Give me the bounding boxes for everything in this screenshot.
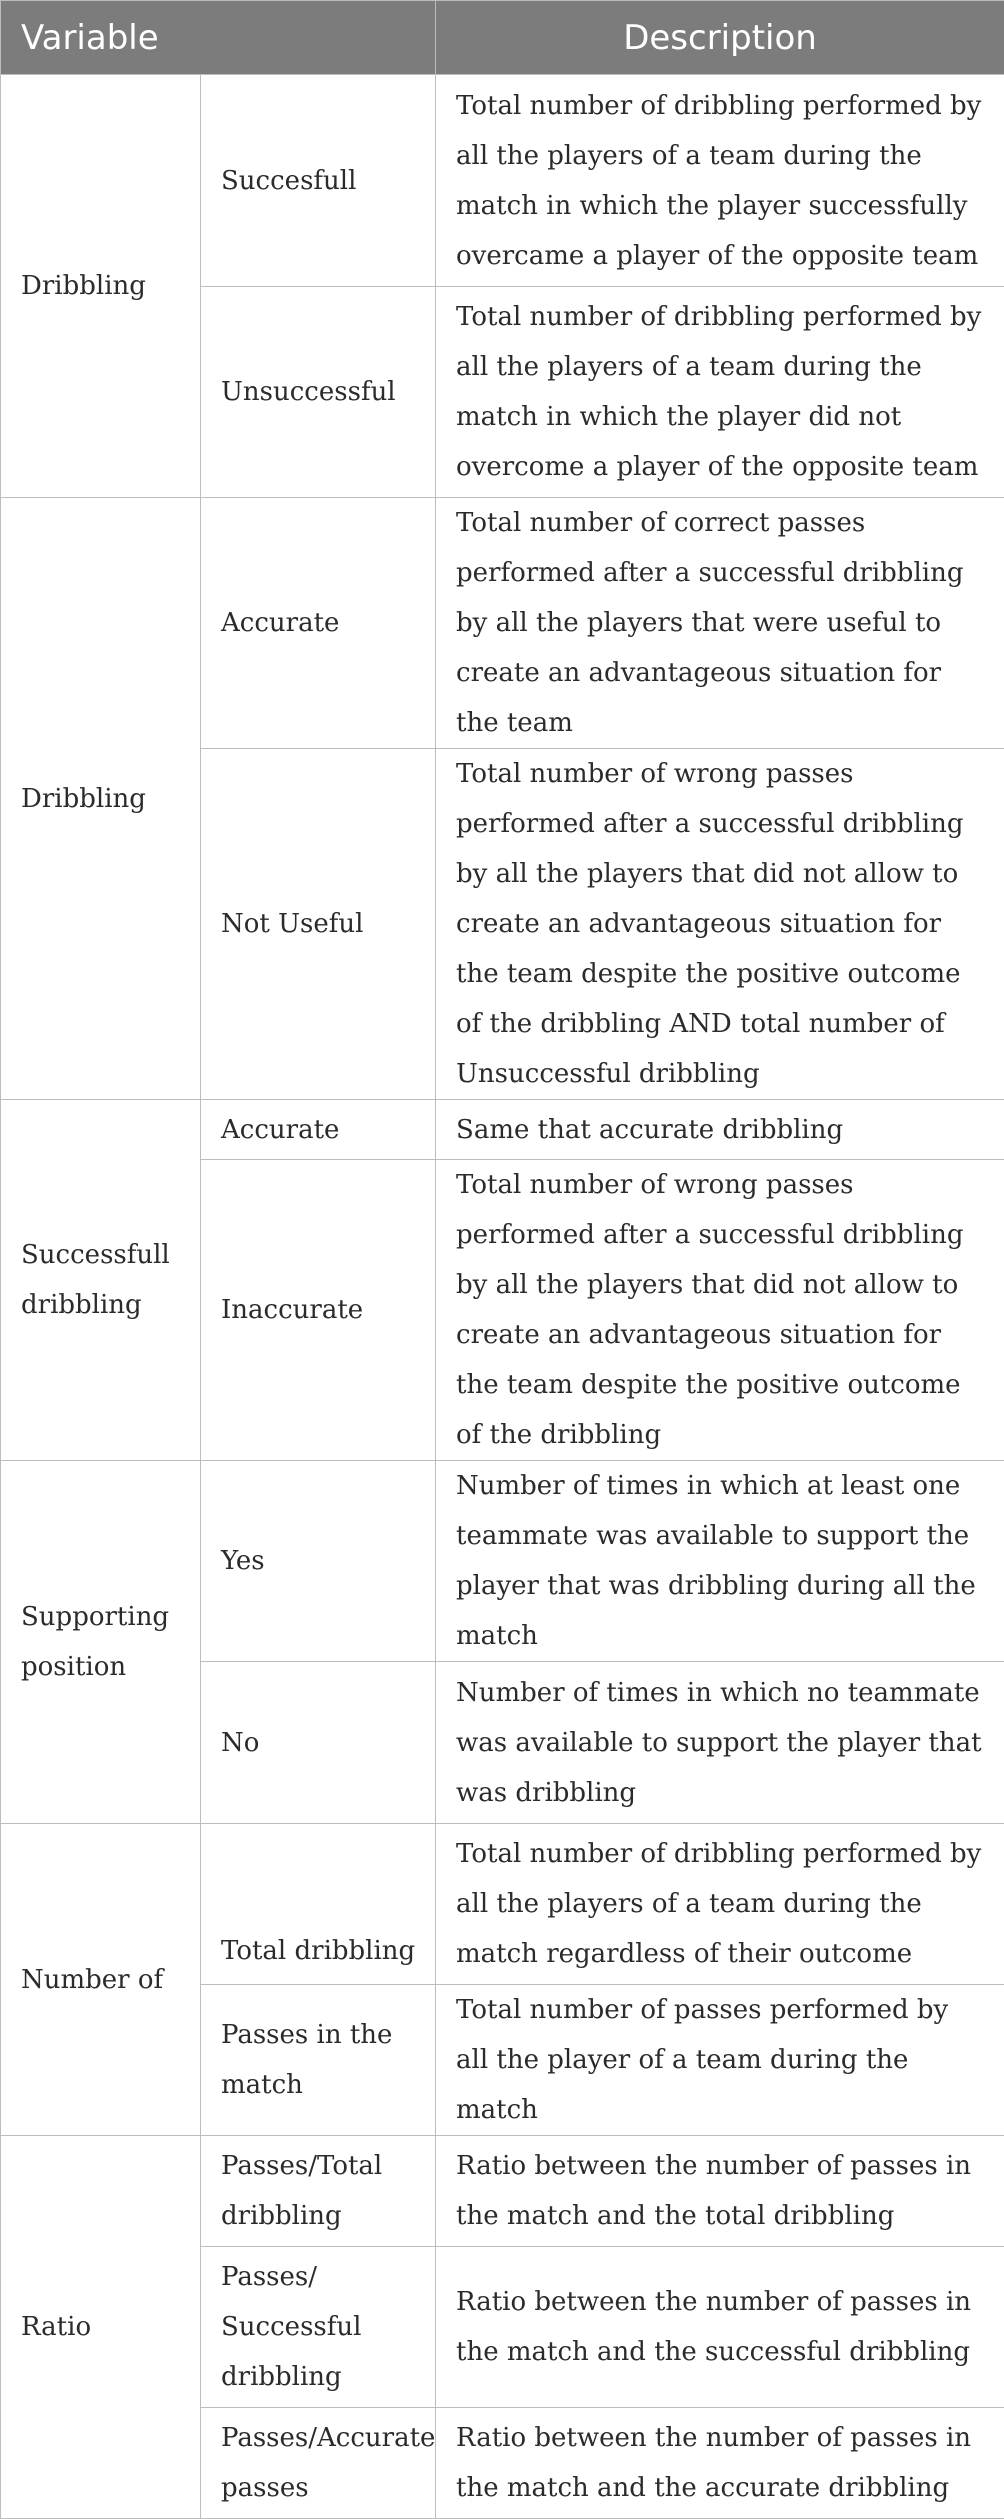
subcategory-cell: Inaccurate (201, 1160, 436, 1461)
subcategory-cell: Not Useful (201, 749, 436, 1100)
table-row (1, 2136, 1004, 2247)
variable-cell: Dribbling (1, 498, 201, 1100)
subcategory-cell: Passes/Accurate passes (201, 2408, 436, 2519)
variable-cell: Dribbling (1, 75, 201, 498)
subcategory-cell: Passes in the match (201, 1985, 436, 2136)
description-cell: Number of times in which no teammate was available to support the player that was dribbling (436, 1662, 1004, 1824)
description-cell: Total number of dribbling performed by all the players of a team during the match regardless of their outcome (436, 1824, 1004, 1985)
table-row (1, 1100, 1004, 1160)
table-row (1, 1461, 1004, 1662)
subcategory-cell: No (201, 1662, 436, 1824)
table-row (1, 75, 1004, 287)
description-cell: Total number of wrong passes performed after a successful dribbling by all the players that did not allow to create an advantageous situation for the team despite the positive outcome of the dribbling (436, 1160, 1004, 1461)
description-cell: Ratio between the number of passes in the match and the total dribbling (436, 2136, 1004, 2247)
variable-cell: Ratio (1, 2136, 201, 2519)
description-cell: Total number of wrong passes performed after a successful dribbling by all the players that did not allow to create an advantageous situation for the team despite the positive outcome of the dribbling AND total number of Unsuccessful dribbling (436, 749, 1004, 1100)
description-cell: Ratio between the number of passes in the match and the accurate dribbling (436, 2408, 1004, 2519)
subcategory-cell: Succesfull (201, 75, 436, 287)
table-row (1, 498, 1004, 749)
description-cell: Total number of passes performed by all the player of a team during the match (436, 1985, 1004, 2136)
subcategory-cell: Passes/Total dribbling (201, 2136, 436, 2247)
subcategory-cell: Total dribbling (201, 1824, 436, 1985)
header-variable: Variable (1, 1, 436, 75)
description-cell: Same that accurate dribbling (436, 1100, 1004, 1160)
description-cell: Ratio between the number of passes in the match and the successful dribbling (436, 2247, 1004, 2408)
description-cell: Total number of dribbling performed by all the players of a team during the match in which the player successfully overcame a player of the opposite team (436, 75, 1004, 287)
subcategory-cell: Unsuccessful (201, 287, 436, 498)
description-cell: Total number of dribbling performed by all the players of a team during the match in which the player did not overcome a player of the opposite team (436, 287, 1004, 498)
variable-cell: Successfull dribbling (1, 1100, 201, 1461)
header-row (1, 1, 1004, 75)
subcategory-cell: Accurate (201, 1100, 436, 1160)
variable-cell: Number of (1, 1824, 201, 2136)
subcategory-cell: Passes/ Successful dribbling (201, 2247, 436, 2408)
description-cell: Number of times in which at least one teammate was available to support the player that was dribbling during all the match (436, 1461, 1004, 1662)
variable-cell: Supporting position (1, 1461, 201, 1824)
subcategory-cell: Yes (201, 1461, 436, 1662)
subcategory-cell: Accurate (201, 498, 436, 749)
table-row (1, 1824, 1004, 1985)
description-cell: Total number of correct passes performed after a successful dribbling by all the players that were useful to create an advantageous situation for the team (436, 498, 1004, 749)
header-description: Description (436, 1, 1004, 75)
